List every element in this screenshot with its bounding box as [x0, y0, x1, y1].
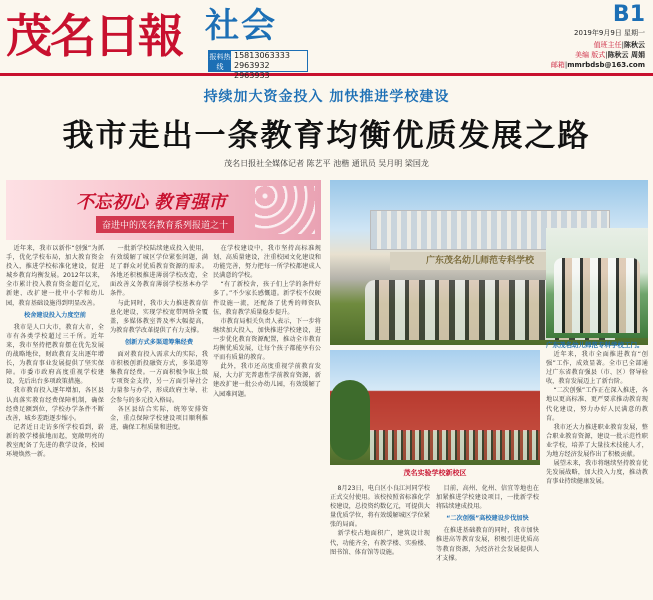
hotline-numbers — [231, 51, 307, 80]
hotline-number: 2963932 2963933 — [234, 61, 270, 80]
article-paragraph: 我市还大力推进职业教育发展，整合职业教育资源，建设一批示范性职业学校，培养了大量技术技能人才，为地方经济发展作出了积极贡献。 — [546, 423, 648, 459]
crowd — [370, 430, 540, 460]
hotline-number: 15813063333 — [234, 51, 290, 60]
section-subheading: 创新方式多渠道筹集经费 — [124, 338, 194, 346]
article-paragraph: 近年来，我市全面推进教育“创强”工作，成效显著。全市已全部通过广东省教育强县（市、区）督导验收，教育发展迈上了新台阶。 — [546, 351, 648, 386]
article-paragraph: 面对教育投入需求大的实际，我市积极创新投融资方式，多渠道筹集教育经费。一方面积极争取上级专项资金支持，另一方面引导社会力量参与办学，形成政府主导、社会参与的多元投入格局。 — [110, 351, 208, 404]
article-paragraph: “有了新校舍，孩子们上学的条件好多了。”不少家长感慨道。新学校不仅硬件设施一流，还配备了优秀的师资队伍，教育教学质量稳步提升。 — [213, 281, 321, 316]
text-column-4 — [330, 484, 430, 596]
article-paragraph: 此外，我市还高度重视学前教育发展，大力扩充普惠性学前教育资源，新建改扩建一批公办幼儿园，有效缓解了入园难问题。 — [213, 363, 321, 398]
series-banner — [6, 180, 321, 240]
article-paragraph: 各区县结合实际，统筹安排资金，重点保障学校建设项目顺利推进，确保工程质量和进度。 — [110, 405, 208, 431]
decorative-pattern — [255, 186, 315, 234]
page-number: B1 — [612, 2, 645, 27]
tree — [330, 380, 370, 460]
text-column-1 — [6, 244, 104, 596]
hotline-box — [208, 50, 308, 80]
banner-title: 不忘初心 教育强市 — [76, 192, 227, 213]
section-subheading: “二次创强”高校建设步伐加快 — [446, 515, 529, 523]
masthead — [0, 0, 653, 80]
article-headline: 我市走出一条教育均衡优质发展之路 — [62, 118, 591, 154]
photo-caption: 广东茂名幼儿师范专科学校工门。 — [546, 341, 644, 349]
second-photo-campus — [330, 350, 540, 465]
article-paragraph: 我市教育投入逐年增加，各区县认真落实教育经费保障机制，确保经费足额到位，学校办学条件不断改善，城乡差距逐步缩小。 — [6, 387, 104, 422]
article-byline: 茂名日报社全媒体记者 陈艺平 池楷 通讯员 吴月明 梁国龙 — [224, 159, 429, 168]
school-sign: 广东茂名幼儿师范专科学校 — [390, 252, 570, 270]
article-paragraph: “二次创强”工作正在深入推进，各地以更高标准、更严要求推动教育现代化建设，努力办好人民满意的教育。 — [546, 387, 648, 422]
article-paragraph: 8月23日，电白区小良江河同学校正式交付使用。该校按照省标准化学校建设，总投资约数亿元，可提供大量优质学位，将有效缓解城区学位紧张的局面。 — [330, 485, 430, 529]
article-paragraph: 与此同时，我市大力推进教育信息化建设，实现学校宽带网络全覆盖，多媒体教室普及率大幅提高，为教育教学改革提供了有力支撑。 — [110, 299, 208, 334]
section-subheading: 校舍建设投入力度空前 — [24, 311, 86, 319]
article-subhead: 持续加大资金投入 加快推进学校建设 — [203, 89, 450, 105]
banner-subtitle: 奋进中的茂名教育系列报道之十 — [96, 216, 234, 233]
third-photo-school — [546, 228, 648, 338]
article-paragraph: 一批新学校陆续建成投入使用，有效缓解了城区学位紧张问题，满足了群众对优质教育资源的需求。各地还积极推进薄弱学校改造，全面改善义务教育薄弱学校基本办学条件。 — [110, 245, 208, 298]
article-paragraph: 目前，高州、化州、信宜等地也在加紧推进学校建设项目，一批新学校将陆续建成投用。 — [436, 485, 539, 511]
text-column-2 — [110, 244, 208, 596]
hotline-label: 报料热线 — [209, 53, 231, 71]
text-column-6 — [546, 350, 648, 596]
editor-credits — [495, 40, 645, 70]
article-paragraph: 在推进基础教育的同时，我市加快推进高等教育发展，积极引进优质高等教育资源，为经济社会发展提供人才支撑。 — [436, 527, 539, 562]
article-paragraph: 市教育局相关负责人表示，下一步将继续加大投入，加快推进学校建设，进一步优化教育资源配置，推动全市教育均衡优质发展，让每个孩子都能享有公平而有质量的教育。 — [213, 317, 321, 362]
newspaper-logo: 茂名日報 — [6, 9, 182, 63]
issue-date: 2019年9月9日 星期一 — [574, 29, 645, 37]
article-paragraph: 近年来，我市以新作“创强”为抓手，优化学校布局，加大教育资金投入，推进学校标准化建设，促进城乡教育均衡发展。2012年以来，全市累计投入教育资金超百亿元，新建、改扩建一批中小学和幼儿园，教育基础设施得到明显改善。 — [6, 245, 104, 307]
article-paragraph: 记者近日走访多所学校看到，崭新的教学楼拔地而起，宽敞明亮的教室配备了先进的教学设备，校园环境焕然一新。 — [6, 423, 104, 459]
article-paragraph: 我市是人口大市，教育大市，全市有各类学校超过三千所。近年来，我市坚持把教育摆在优先发展的战略地位，财政教育支出逐年增长，为教育事业发展提供了坚实保障。市委市政府高度重视学校建设，先后出台多项政策措施。 — [6, 323, 104, 386]
article-paragraph: 新学校占地面积广，建筑设计现代，功能齐全，有教学楼、实验楼、图书馆、体育馆等设施。 — [330, 530, 430, 556]
students-group — [554, 258, 640, 333]
credit-line: 美编 版式|陈秋云 周娟 — [574, 51, 645, 59]
photo-caption: 茂名实验学校新校区 — [403, 469, 467, 477]
credit-line: 值班主任|陈秋云 — [593, 41, 645, 49]
section-title: 社会 — [205, 6, 277, 46]
article-paragraph: 在学校建设中，我市坚持高标准规划、高质量建设，注重校园文化建设和功能完善，努力把每一所学校都建成人民满意的学校。 — [213, 245, 321, 280]
text-column-5 — [436, 484, 539, 596]
credit-line: 邮箱|mmrbdsb@163.com — [550, 61, 645, 69]
article-paragraph: 展望未来，我市将继续坚持教育优先发展战略，加大投入力度，推动教育事业持续健康发展。 — [546, 460, 648, 486]
text-column-3 — [213, 244, 321, 596]
